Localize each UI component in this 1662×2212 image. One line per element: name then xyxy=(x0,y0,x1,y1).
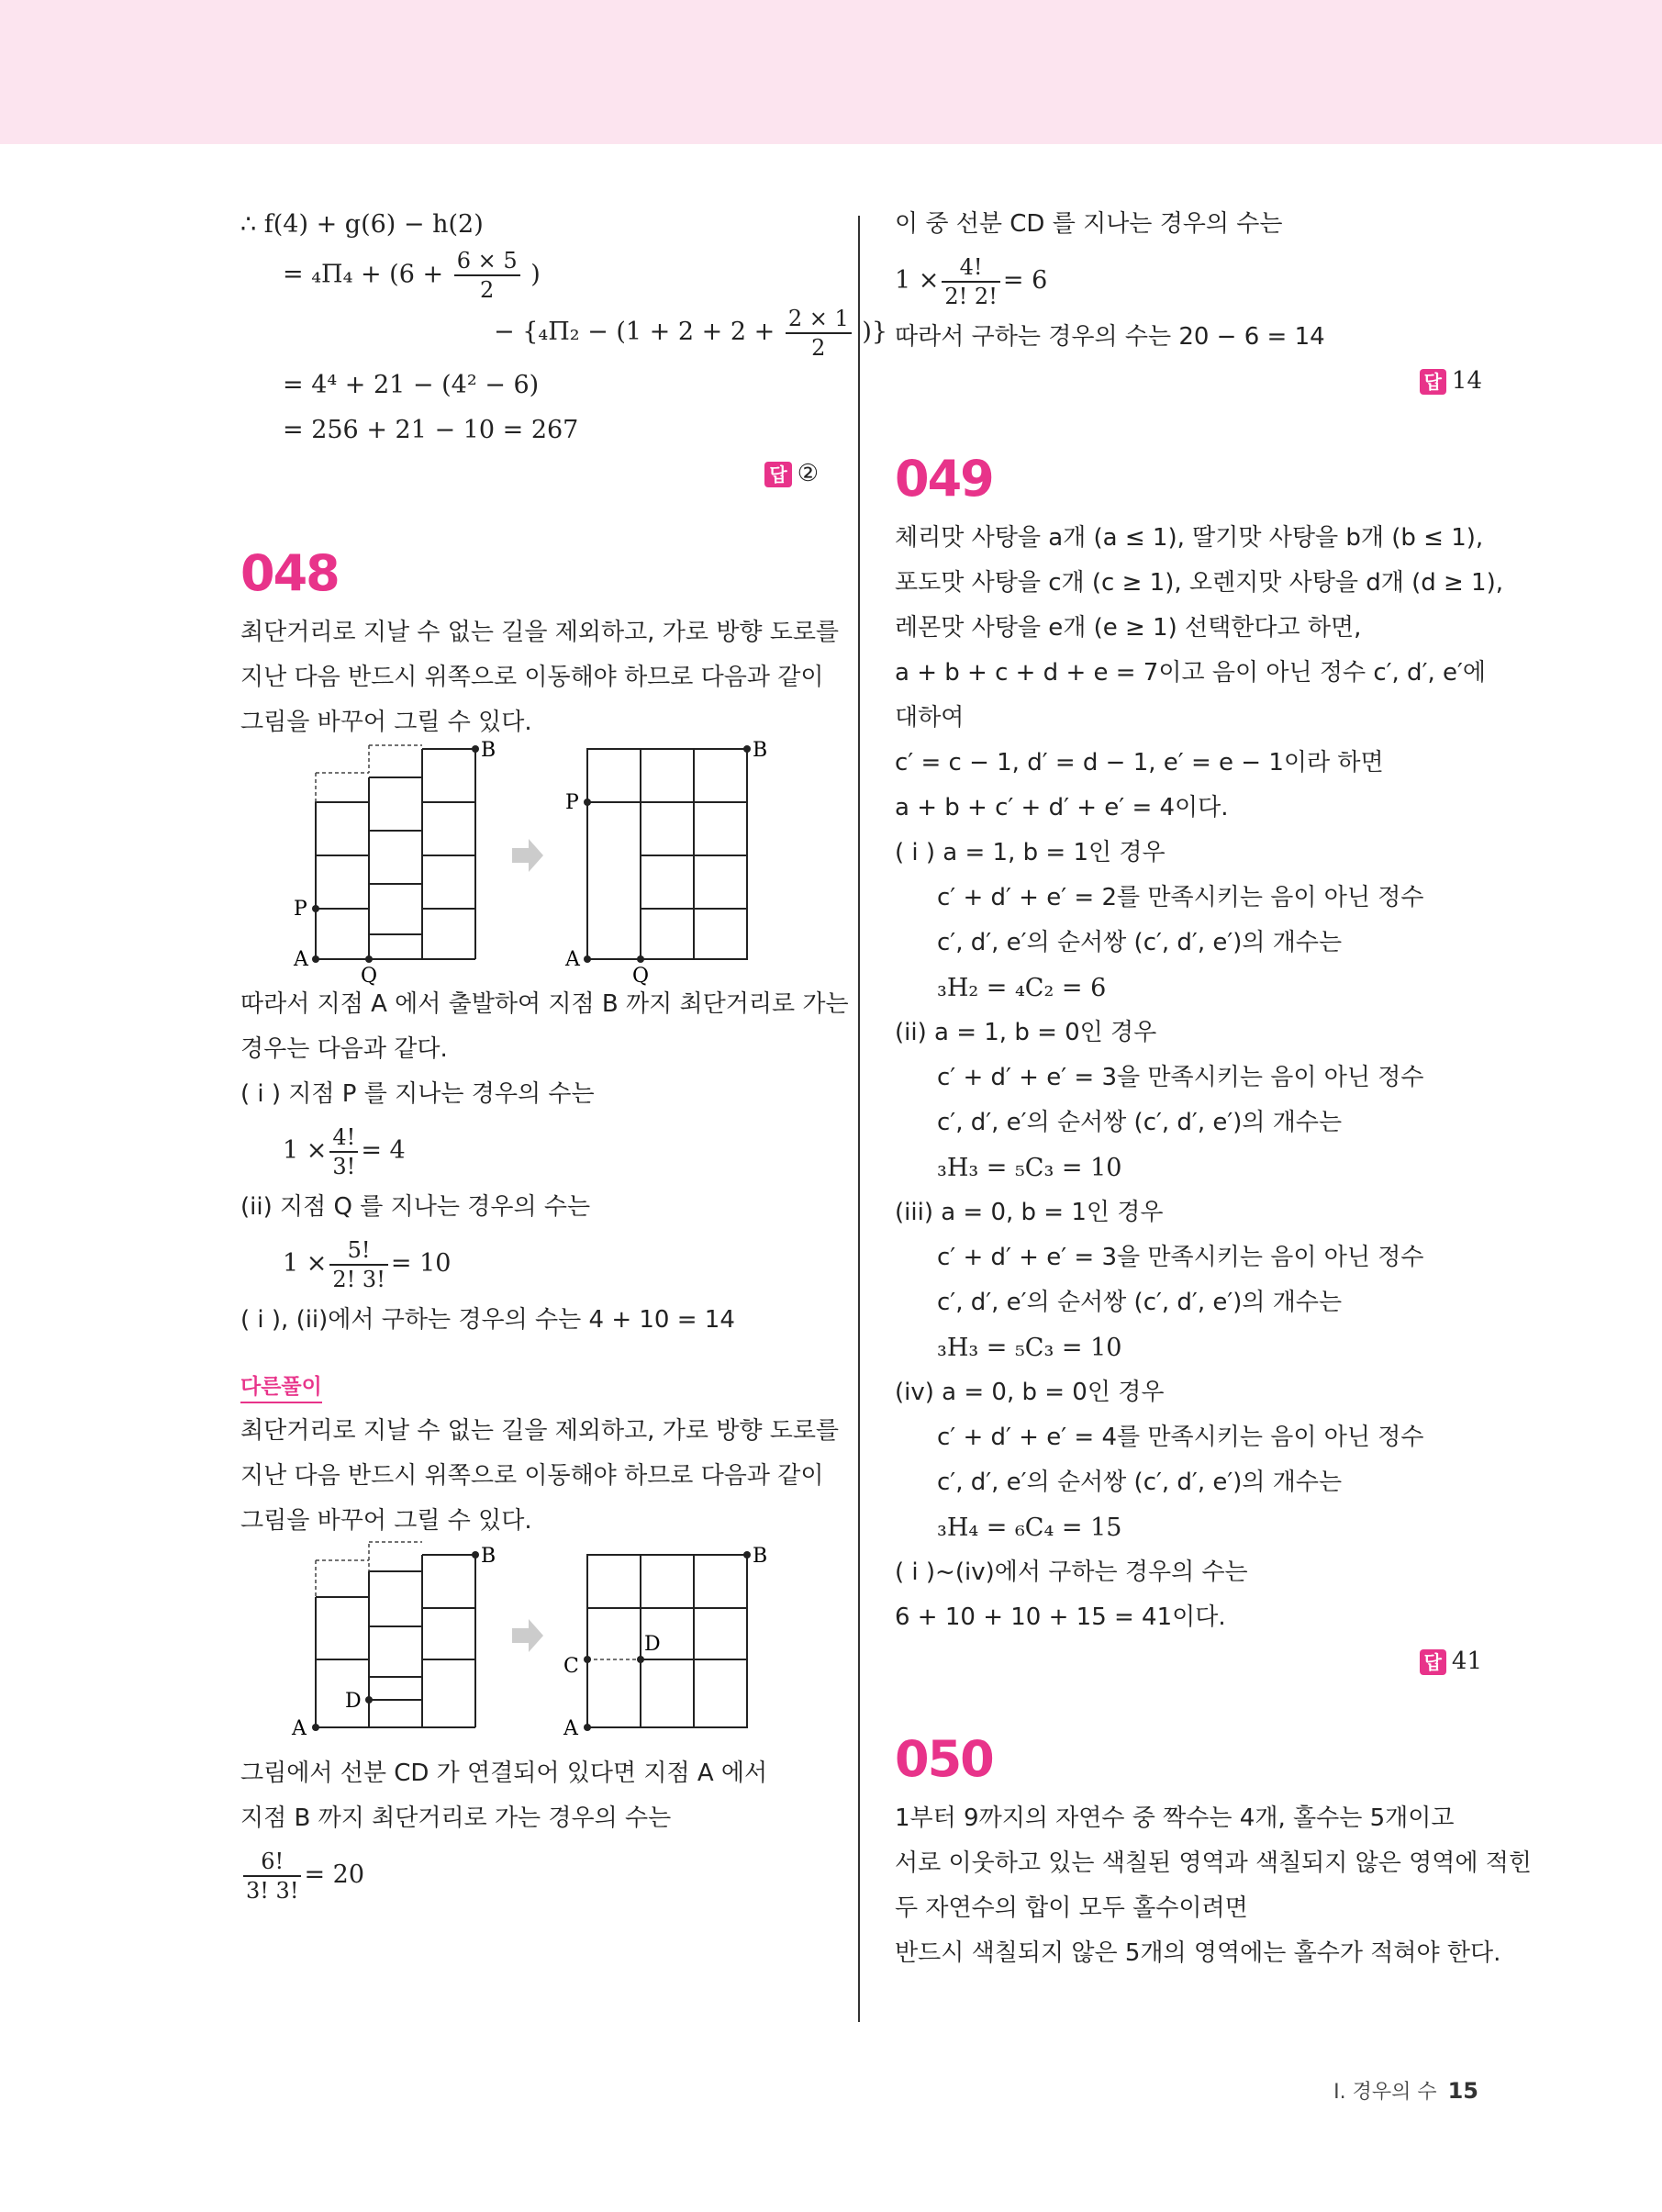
fraction xyxy=(942,253,999,310)
eq-part: = 4 xyxy=(361,1136,406,1165)
fraction xyxy=(454,247,520,304)
eq-part: 1 × xyxy=(895,266,940,295)
text-line: ( i )~(iv)에서 구하는 경우의 수는 xyxy=(895,1558,1248,1586)
case-title: (ii) a = 1, b = 0인 경우 xyxy=(895,1019,1157,1046)
denominator: 3! xyxy=(332,1153,356,1179)
label-B: B xyxy=(481,1545,496,1568)
answer-badge: 답 xyxy=(1420,369,1446,395)
problem-number-049: 049 xyxy=(895,450,993,508)
arrow-right-icon xyxy=(512,1619,543,1652)
eq-part: = 10 xyxy=(390,1249,452,1278)
eq-line: ∴ f(4) + g(6) − h(2) xyxy=(240,210,484,239)
text-line: 지점 B 까지 최단거리로 가는 경우의 수는 xyxy=(240,1804,672,1832)
text-line: 두 자연수의 합이 모두 홀수이려면 xyxy=(895,1894,1248,1922)
eq-part: − {₄Π₂ − (1 + 2 + 2 + xyxy=(494,318,775,346)
case-line: c′ + d′ + e′ = 3을 만족시키는 음이 아닌 정수 xyxy=(937,1244,1424,1271)
text-line: 그림을 바꾸어 그릴 수 있다. xyxy=(240,1507,532,1535)
label-B: B xyxy=(753,1545,768,1568)
grid-figure-1 xyxy=(240,739,819,988)
label-A: A xyxy=(292,1717,307,1740)
text-line: 그림에서 선분 CD 가 연결되어 있다면 지점 A 에서 xyxy=(240,1760,768,1787)
header-banner xyxy=(0,0,1662,144)
page-footer xyxy=(1333,2076,1478,2105)
eq-part: )} xyxy=(862,318,888,346)
label-A: A xyxy=(565,948,580,971)
case-line: ₃H₃ = ₅C₃ = 10 xyxy=(937,1154,1122,1182)
text-line: 따라서 지점 A 에서 출발하여 지점 B 까지 최단거리로 가는 xyxy=(240,990,849,1018)
answer-value: 41 xyxy=(1451,1648,1482,1675)
fraction xyxy=(329,1123,358,1180)
label-D: D xyxy=(345,1690,362,1713)
text-line: 이 중 선분 CD 를 지나는 경우의 수는 xyxy=(895,210,1283,238)
denominator: 2! 2! xyxy=(944,283,998,309)
text-line: c′ = c − 1, d′ = d − 1, e′ = e − 1이라 하면 xyxy=(895,749,1384,776)
left-column xyxy=(240,202,888,1909)
case-line: c′ + d′ + e′ = 2를 만족시키는 음이 아닌 정수 xyxy=(937,884,1424,911)
arrow-right-icon xyxy=(512,839,543,872)
eq-part: = 6 xyxy=(1002,266,1048,295)
page-number: 15 xyxy=(1447,2078,1478,2104)
case-line: c′ + d′ + e′ = 4를 만족시키는 음이 아닌 정수 xyxy=(937,1424,1424,1451)
text-line: 1부터 9까지의 자연수 중 짝수는 4개, 홀수는 5개이고 xyxy=(895,1804,1455,1832)
eq-part: ) xyxy=(530,260,541,289)
label-Q: Q xyxy=(361,965,378,988)
eq-line xyxy=(240,247,819,302)
eq-part: = 20 xyxy=(304,1860,365,1889)
numerator: 4! xyxy=(329,1123,358,1153)
text-line: 최단거리로 지날 수 없는 길을 제외하고, 가로 방향 도로를 xyxy=(240,1417,840,1445)
case-line: c′, d′, e′의 순서쌍 (c′, d′, e′)의 개수는 xyxy=(937,1109,1343,1136)
text-line: 포도맛 사탕을 c개 (c ≥ 1), 오렌지맛 사탕을 d개 (d ≥ 1), xyxy=(895,569,1504,597)
label-D: D xyxy=(644,1633,661,1656)
answer-badge: 답 xyxy=(1420,1649,1446,1675)
problem-number-048: 048 xyxy=(240,544,339,602)
text-line: 체리맛 사탕을 a개 (a ≤ 1), 딸기맛 사탕을 b개 (b ≤ 1), xyxy=(895,524,1484,552)
eq-part: 1 × xyxy=(283,1136,328,1165)
case-line: c′ + d′ + e′ = 3을 만족시키는 음이 아닌 정수 xyxy=(937,1064,1424,1091)
eq-line xyxy=(240,1117,819,1185)
eq-line xyxy=(240,1230,819,1298)
numerator: 2 × 1 xyxy=(786,305,852,334)
eq-line xyxy=(895,247,1482,315)
denominator: 2 xyxy=(811,334,826,361)
fraction xyxy=(329,1236,387,1293)
label-P: P xyxy=(565,791,579,814)
case-line: c′, d′, e′의 순서쌍 (c′, d′, e′)의 개수는 xyxy=(937,1289,1343,1316)
numerator: 6 × 5 xyxy=(454,247,520,276)
eq-line xyxy=(240,302,888,363)
denominator: 3! 3! xyxy=(246,1877,299,1904)
text-line: 그림을 바꾸어 그릴 수 있다. xyxy=(240,709,532,736)
text-line: 경우는 다음과 같다. xyxy=(240,1035,448,1063)
chapter-title: Ⅰ. 경우의 수 xyxy=(1333,2081,1437,2104)
label-B: B xyxy=(481,739,496,762)
numerator: 6! xyxy=(243,1848,301,1877)
case-title: (iii) a = 0, b = 1인 경우 xyxy=(895,1199,1164,1226)
text-line: 반드시 색칠되지 않은 5개의 영역에는 홀수가 적혀야 한다. xyxy=(895,1939,1501,1967)
label-Q: Q xyxy=(632,965,650,988)
eq-line: = 256 + 21 − 10 = 267 xyxy=(283,416,579,444)
case-line: ₃H₃ = ₅C₃ = 10 xyxy=(937,1334,1122,1362)
result-line: ( i ), (ii)에서 구하는 경우의 수는 4 + 10 = 14 xyxy=(240,1306,735,1334)
answer-value: 14 xyxy=(1451,367,1482,395)
column-divider xyxy=(858,216,860,2022)
alt-solution-tag: 다른풀이 xyxy=(240,1372,322,1403)
answer-047 xyxy=(240,452,819,495)
text-line: a + b + c′ + d′ + e′ = 4이다. xyxy=(895,794,1229,821)
fraction xyxy=(786,305,852,362)
text-line: 대하여 xyxy=(895,704,965,732)
text-line: a + b + c + d + e = 7이고 음이 아닌 정수 c′, d′, e′에 xyxy=(895,659,1487,687)
text-line: 6 + 10 + 10 + 15 = 41이다. xyxy=(895,1603,1226,1631)
case-title: ( i ) a = 1, b = 1인 경우 xyxy=(895,839,1166,866)
answer-048 xyxy=(895,360,1482,402)
label-B: B xyxy=(753,739,768,762)
text-line: 서로 이웃하고 있는 색칠된 영역과 색칠되지 않은 영역에 적힌 xyxy=(895,1849,1533,1877)
denominator: 2 xyxy=(480,277,495,303)
eq-line: = 4⁴ + 21 − (4² − 6) xyxy=(283,371,540,399)
case-title: (iv) a = 0, b = 0인 경우 xyxy=(895,1379,1165,1406)
case-line: ₃H₂ = ₄C₂ = 6 xyxy=(937,974,1107,1002)
label-A: A xyxy=(294,948,308,971)
case-line: ₃H₄ = ₆C₄ = 15 xyxy=(937,1514,1122,1542)
text-line: 레몬맛 사탕을 e개 (e ≥ 1) 선택한다고 하면, xyxy=(895,614,1362,642)
case-line: c′, d′, e′의 순서쌍 (c′, d′, e′)의 개수는 xyxy=(937,929,1343,956)
text-line: 따라서 구하는 경우의 수는 20 − 6 = 14 xyxy=(895,323,1325,351)
numerator: 5! xyxy=(329,1236,387,1266)
text-line: 지난 다음 반드시 위쪽으로 이동해야 하므로 다음과 같이 xyxy=(240,664,824,691)
fraction xyxy=(243,1848,301,1905)
numerator: 4! xyxy=(942,253,999,283)
eq-part: = ₄Π₄ + (6 + xyxy=(283,260,444,289)
answer-049 xyxy=(895,1640,1482,1682)
case-title: ( i ) 지점 P 를 지나는 경우의 수는 xyxy=(240,1080,595,1108)
label-P: P xyxy=(294,898,307,921)
text-line: 최단거리로 지날 수 없는 길을 제외하고, 가로 방향 도로를 xyxy=(240,619,840,646)
grid-figure-2 xyxy=(240,1544,819,1746)
answer-badge: 답 xyxy=(764,462,791,487)
case-title: (ii) 지점 Q 를 지나는 경우의 수는 xyxy=(240,1193,591,1221)
case-line: c′, d′, e′의 순서쌍 (c′, d′, e′)의 개수는 xyxy=(937,1469,1343,1496)
eq-part: 1 × xyxy=(283,1249,328,1278)
answer-value: ② xyxy=(797,460,819,487)
label-A: A xyxy=(563,1717,578,1740)
eq-line xyxy=(240,1841,819,1909)
label-C: C xyxy=(563,1655,579,1678)
problem-number-050: 050 xyxy=(895,1730,993,1788)
text-line: 지난 다음 반드시 위쪽으로 이동해야 하므로 다음과 같이 xyxy=(240,1462,824,1490)
right-column xyxy=(895,202,1533,1976)
denominator: 2! 3! xyxy=(332,1266,385,1292)
